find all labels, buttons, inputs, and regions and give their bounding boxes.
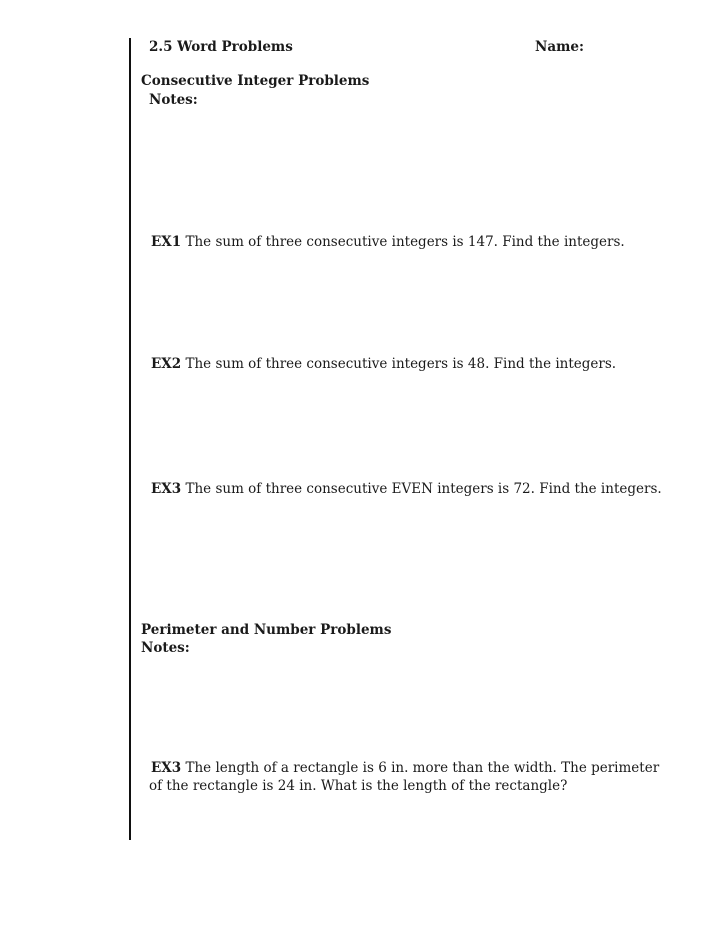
problem-text: The length of a rectangle is 6 in. more than the width. The perimeter: [185, 760, 660, 776]
problem-number: EX2: [151, 356, 182, 372]
notes-label: Notes:: [141, 640, 190, 656]
section-heading-perimeter: Perimeter and Number Problems: [141, 622, 392, 638]
problem-text: The sum of three consecutive integers is 48. Find the integers.: [185, 356, 617, 372]
problem-ex1: [151, 233, 625, 251]
problem-text: The sum of three consecutive integers is 147. Find the integers.: [185, 234, 625, 250]
problem-text: The sum of three consecutive EVEN integers is 72. Find the integers.: [185, 481, 662, 497]
problem-number: EX1: [151, 234, 182, 250]
name-label: Name:: [535, 39, 584, 55]
section-heading-consecutive: Consecutive Integer Problems: [141, 73, 370, 89]
problem-number: EX3: [151, 481, 182, 497]
problem-ex3-rectangle-line2: of the rectangle is 24 in. What is the length of the rectangle?: [149, 778, 568, 794]
problem-ex2: [151, 355, 616, 373]
problem-ex3-rectangle-line1: [151, 759, 659, 777]
problem-number: EX3: [151, 760, 182, 776]
worksheet-title: 2.5 Word Problems: [149, 39, 293, 55]
problem-ex3-even: [151, 480, 662, 498]
notes-label: Notes:: [149, 92, 198, 108]
margin-rule: [129, 38, 131, 840]
